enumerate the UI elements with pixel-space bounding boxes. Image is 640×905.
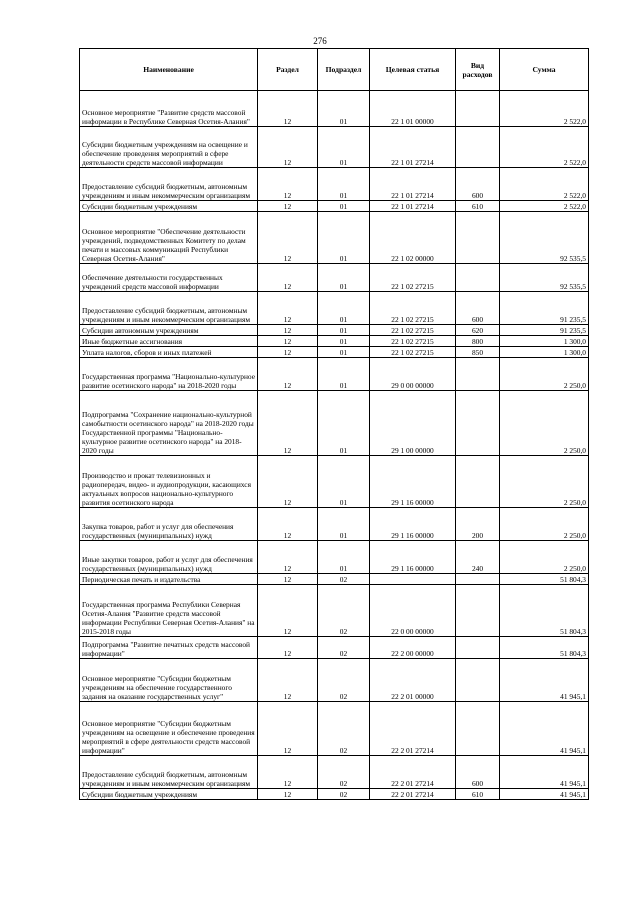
row-name: Государственная программа "Национально-культурное развитие осетинского народа" на 2018-2020 годы	[80, 358, 258, 391]
table-row	[80, 347, 589, 358]
row-vid: 850	[456, 347, 500, 358]
row-target: 22 0 00 00000	[370, 585, 456, 637]
row-name: Иные закупки товаров, работ и услуг для обеспечения государственных (муниципальных) нужд	[80, 541, 258, 574]
table-row	[80, 358, 589, 391]
row-razdel: 12	[258, 325, 318, 336]
row-name: Предоставление субсидий бюджетным, автономным учреждениям и иным некоммерческим организациям	[80, 168, 258, 201]
row-sum: 91 235,5	[500, 292, 589, 325]
header-razdel: Раздел	[258, 49, 318, 91]
row-sum: 2 522,0	[500, 201, 589, 212]
row-target: 22 2 01 27214	[370, 789, 456, 800]
row-sum: 51 804,3	[500, 637, 589, 659]
table-row	[80, 201, 589, 212]
row-podrazdel: 02	[318, 574, 370, 585]
row-razdel: 12	[258, 292, 318, 325]
row-razdel: 12	[258, 456, 318, 508]
row-vid	[456, 574, 500, 585]
table-body	[80, 91, 589, 800]
row-target: 22 1 01 27214	[370, 168, 456, 201]
row-target: 29 0 00 00000	[370, 358, 456, 391]
row-target: 22 1 01 00000	[370, 91, 456, 127]
row-razdel: 12	[258, 585, 318, 637]
table-row	[80, 756, 589, 789]
row-razdel: 12	[258, 347, 318, 358]
row-podrazdel: 01	[318, 541, 370, 574]
row-razdel: 12	[258, 756, 318, 789]
row-target: 29 1 16 00000	[370, 456, 456, 508]
row-sum: 41 945,1	[500, 756, 589, 789]
row-target: 22 2 01 27214	[370, 702, 456, 756]
row-name: Подпрограмма "Сохранение национально-культурной самобытности осетинского народа" на 2018-2020 годы Государственной программы "Национально-культурное развитие осетинского народа" на 2018-2020 годы	[80, 391, 258, 456]
row-sum: 51 804,3	[500, 585, 589, 637]
row-sum: 2 522,0	[500, 168, 589, 201]
table-row	[80, 637, 589, 659]
row-razdel: 12	[258, 91, 318, 127]
table-row	[80, 336, 589, 347]
row-target: 22 2 01 27214	[370, 756, 456, 789]
table-row	[80, 91, 589, 127]
header-podrazdel: Подраздел	[318, 49, 370, 91]
row-podrazdel: 02	[318, 756, 370, 789]
row-podrazdel: 01	[318, 456, 370, 508]
row-vid	[456, 358, 500, 391]
table-row	[80, 127, 589, 168]
table-row	[80, 585, 589, 637]
table-row	[80, 456, 589, 508]
row-name: Субсидии бюджетным учреждениям на освещение и обеспечение проведения мероприятий в сфере деятельности средств массовой информации	[80, 127, 258, 168]
row-podrazdel: 01	[318, 508, 370, 541]
row-name: Закупка товаров, работ и услуг для обеспечения государственных (муниципальных) нужд	[80, 508, 258, 541]
table-row	[80, 659, 589, 702]
row-vid: 240	[456, 541, 500, 574]
row-podrazdel: 01	[318, 358, 370, 391]
row-target: 22 1 01 27214	[370, 127, 456, 168]
row-razdel: 12	[258, 702, 318, 756]
row-sum: 41 945,1	[500, 789, 589, 800]
row-name: Основное мероприятие "Субсидии бюджетным учреждениям на освещение и обеспечение проведения мероприятий в сфере деятельности средств массовой информации"	[80, 702, 258, 756]
row-name: Иные бюджетные ассигнования	[80, 336, 258, 347]
table-row	[80, 264, 589, 292]
row-razdel: 12	[258, 508, 318, 541]
row-target: 22 2 01 00000	[370, 659, 456, 702]
row-vid	[456, 456, 500, 508]
table-row	[80, 574, 589, 585]
row-target: 22 1 01 27214	[370, 201, 456, 212]
row-podrazdel: 01	[318, 91, 370, 127]
table-row	[80, 325, 589, 336]
row-podrazdel: 01	[318, 127, 370, 168]
row-name: Основное мероприятие "Субсидии бюджетным учреждениям на обеспечение государственного задания на оказание государственных услуг"	[80, 659, 258, 702]
table-row	[80, 508, 589, 541]
row-vid: 610	[456, 201, 500, 212]
row-name: Основное мероприятие "Обеспечение деятельности учреждений, подведомственных Комитету по делам печати и массовых коммуникаций Республики Северная Осетия-Алания"	[80, 212, 258, 264]
row-podrazdel: 01	[318, 391, 370, 456]
row-podrazdel: 02	[318, 659, 370, 702]
page-number: 276	[313, 36, 327, 46]
row-podrazdel: 01	[318, 292, 370, 325]
row-name: Субсидии бюджетным учреждениям	[80, 201, 258, 212]
row-razdel: 12	[258, 659, 318, 702]
row-sum: 1 300,0	[500, 347, 589, 358]
row-podrazdel: 02	[318, 637, 370, 659]
row-sum: 41 945,1	[500, 702, 589, 756]
row-name: Предоставление субсидий бюджетным, автономным учреждениям и иным некоммерческим организациям	[80, 756, 258, 789]
row-vid: 600	[456, 168, 500, 201]
row-podrazdel: 01	[318, 201, 370, 212]
row-vid	[456, 212, 500, 264]
row-target: 22 1 02 27215	[370, 292, 456, 325]
row-vid: 610	[456, 789, 500, 800]
row-sum: 91 235,5	[500, 325, 589, 336]
header-vid: Вид расходов	[456, 49, 500, 91]
row-podrazdel: 01	[318, 336, 370, 347]
row-name: Уплата налогов, сборов и иных платежей	[80, 347, 258, 358]
row-vid	[456, 637, 500, 659]
row-vid: 800	[456, 336, 500, 347]
header-sum: Сумма	[500, 49, 589, 91]
row-razdel: 12	[258, 391, 318, 456]
row-name: Государственная программа Республики Северная Осетия-Алания "Развитие средств массовой информации Республики Северная Осетия-Алания" на 2015-2018 годы	[80, 585, 258, 637]
row-podrazdel: 02	[318, 585, 370, 637]
table-header-row	[80, 49, 589, 91]
row-target: 22 1 02 27215	[370, 325, 456, 336]
row-razdel: 12	[258, 789, 318, 800]
row-razdel: 12	[258, 201, 318, 212]
row-target: 29 1 16 00000	[370, 508, 456, 541]
row-podrazdel: 01	[318, 347, 370, 358]
row-podrazdel: 01	[318, 325, 370, 336]
table-row	[80, 541, 589, 574]
row-sum: 41 945,1	[500, 659, 589, 702]
table-row	[80, 702, 589, 756]
row-podrazdel: 02	[318, 789, 370, 800]
row-sum: 92 535,5	[500, 264, 589, 292]
header-name: Наименование	[80, 49, 258, 91]
row-vid	[456, 264, 500, 292]
row-razdel: 12	[258, 637, 318, 659]
row-vid	[456, 391, 500, 456]
row-name: Подпрограмма "Развитие печатных средств массовой информации"	[80, 637, 258, 659]
table-row	[80, 212, 589, 264]
row-name: Обеспечение деятельности государственных учреждений средств массовой информации	[80, 264, 258, 292]
row-razdel: 12	[258, 264, 318, 292]
row-name: Субсидии бюджетным учреждениям	[80, 789, 258, 800]
row-razdel: 12	[258, 212, 318, 264]
row-razdel: 12	[258, 541, 318, 574]
row-target: 29 1 16 00000	[370, 541, 456, 574]
row-target: 22 2 00 00000	[370, 637, 456, 659]
row-sum: 2 250,0	[500, 391, 589, 456]
row-podrazdel: 01	[318, 264, 370, 292]
row-sum: 2 250,0	[500, 541, 589, 574]
row-sum: 2 522,0	[500, 127, 589, 168]
row-sum: 2 250,0	[500, 456, 589, 508]
row-vid	[456, 702, 500, 756]
row-target: 22 1 02 27215	[370, 347, 456, 358]
table-row	[80, 292, 589, 325]
row-vid	[456, 91, 500, 127]
row-name: Субсидии автономным учреждениям	[80, 325, 258, 336]
row-podrazdel: 01	[318, 168, 370, 201]
row-sum: 92 535,5	[500, 212, 589, 264]
row-razdel: 12	[258, 336, 318, 347]
budget-table	[79, 48, 589, 800]
table-row	[80, 168, 589, 201]
row-vid	[456, 659, 500, 702]
row-vid	[456, 127, 500, 168]
row-vid: 620	[456, 325, 500, 336]
row-vid: 600	[456, 292, 500, 325]
row-vid: 200	[456, 508, 500, 541]
row-name: Производство и прокат телевизионных и радиопередач, видео- и аудиопродукции, касающихся актуальных вопросов национально-культурного развития осетинского народа	[80, 456, 258, 508]
row-target	[370, 574, 456, 585]
table-row	[80, 391, 589, 456]
row-podrazdel: 02	[318, 702, 370, 756]
row-name: Основное мероприятие "Развитие средств массовой информации в Республике Северная Осетия-Алания"	[80, 91, 258, 127]
row-razdel: 12	[258, 574, 318, 585]
row-vid: 600	[456, 756, 500, 789]
row-vid	[456, 585, 500, 637]
row-razdel: 12	[258, 358, 318, 391]
row-sum: 51 804,3	[500, 574, 589, 585]
row-sum: 2 250,0	[500, 358, 589, 391]
row-podrazdel: 01	[318, 212, 370, 264]
header-target: Целевая статья	[370, 49, 456, 91]
row-target: 29 1 00 00000	[370, 391, 456, 456]
row-sum: 2 522,0	[500, 91, 589, 127]
row-sum: 2 250,0	[500, 508, 589, 541]
row-name: Периодическая печать и издательства	[80, 574, 258, 585]
row-razdel: 12	[258, 127, 318, 168]
row-target: 22 1 02 27215	[370, 336, 456, 347]
row-name: Предоставление субсидий бюджетным, автономным учреждениям и иным некоммерческим организациям	[80, 292, 258, 325]
table-row	[80, 789, 589, 800]
row-sum: 1 300,0	[500, 336, 589, 347]
row-razdel: 12	[258, 168, 318, 201]
row-target: 22 1 02 27215	[370, 264, 456, 292]
row-target: 22 1 02 00000	[370, 212, 456, 264]
